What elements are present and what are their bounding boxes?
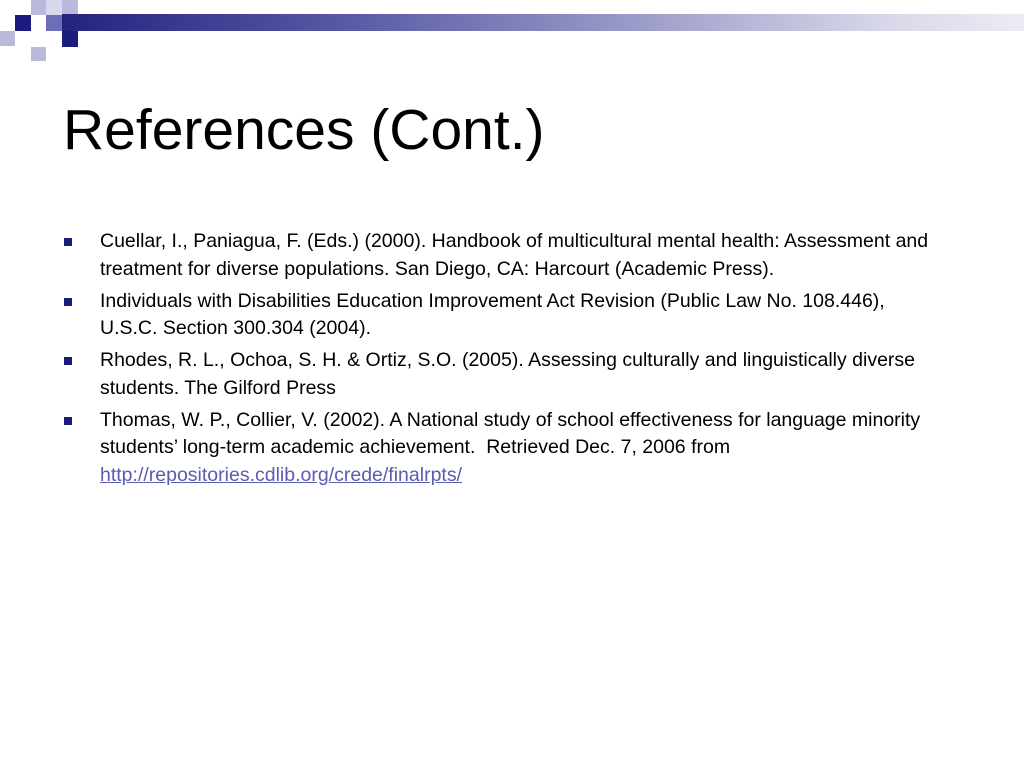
decor-square xyxy=(46,15,62,31)
decor-square xyxy=(62,31,78,47)
header-gradient-bar xyxy=(62,14,1024,31)
decor-square xyxy=(31,0,46,15)
decor-square xyxy=(0,31,15,46)
reference-text: Thomas, W. P., Collier, V. (2002). A National study of school effectiveness for language minority students’ long-term academic achievement. Retrieved Dec. 7, 2006 from xyxy=(100,408,926,458)
reference-text: Rhodes, R. L., Ochoa, S. H. & Ortiz, S.O. (2005). Assessing culturally and linguistically diverse students. The Gilford Press xyxy=(100,349,916,399)
list-item xyxy=(60,347,940,402)
reference-list xyxy=(60,228,940,494)
list-item xyxy=(60,407,940,490)
list-item xyxy=(60,228,940,283)
decor-square xyxy=(62,0,78,14)
square-bullet-icon xyxy=(64,417,72,425)
slide-title: References (Cont.) xyxy=(63,98,545,162)
reference-link[interactable]: http://repositories.cdlib.org/crede/finalrpts/ xyxy=(100,463,463,486)
header-decoration xyxy=(0,0,1024,70)
reference-text: Individuals with Disabilities Education Improvement Act Revision (Public Law No. 108.446), U.S.C. Section 300.304 (2004). xyxy=(100,289,885,339)
square-bullet-icon xyxy=(64,357,72,365)
decor-square xyxy=(46,0,62,15)
decor-square xyxy=(15,15,31,31)
list-item xyxy=(60,288,940,343)
square-bullet-icon xyxy=(64,238,72,246)
decor-square xyxy=(31,47,46,61)
square-bullet-icon xyxy=(64,298,72,306)
reference-text: Cuellar, I., Paniagua, F. (Eds.) (2000). Handbook of multicultural mental health: Assessment and treatment for diverse populations. San Diego, CA: Harcourt (Academic Press). xyxy=(100,230,929,280)
